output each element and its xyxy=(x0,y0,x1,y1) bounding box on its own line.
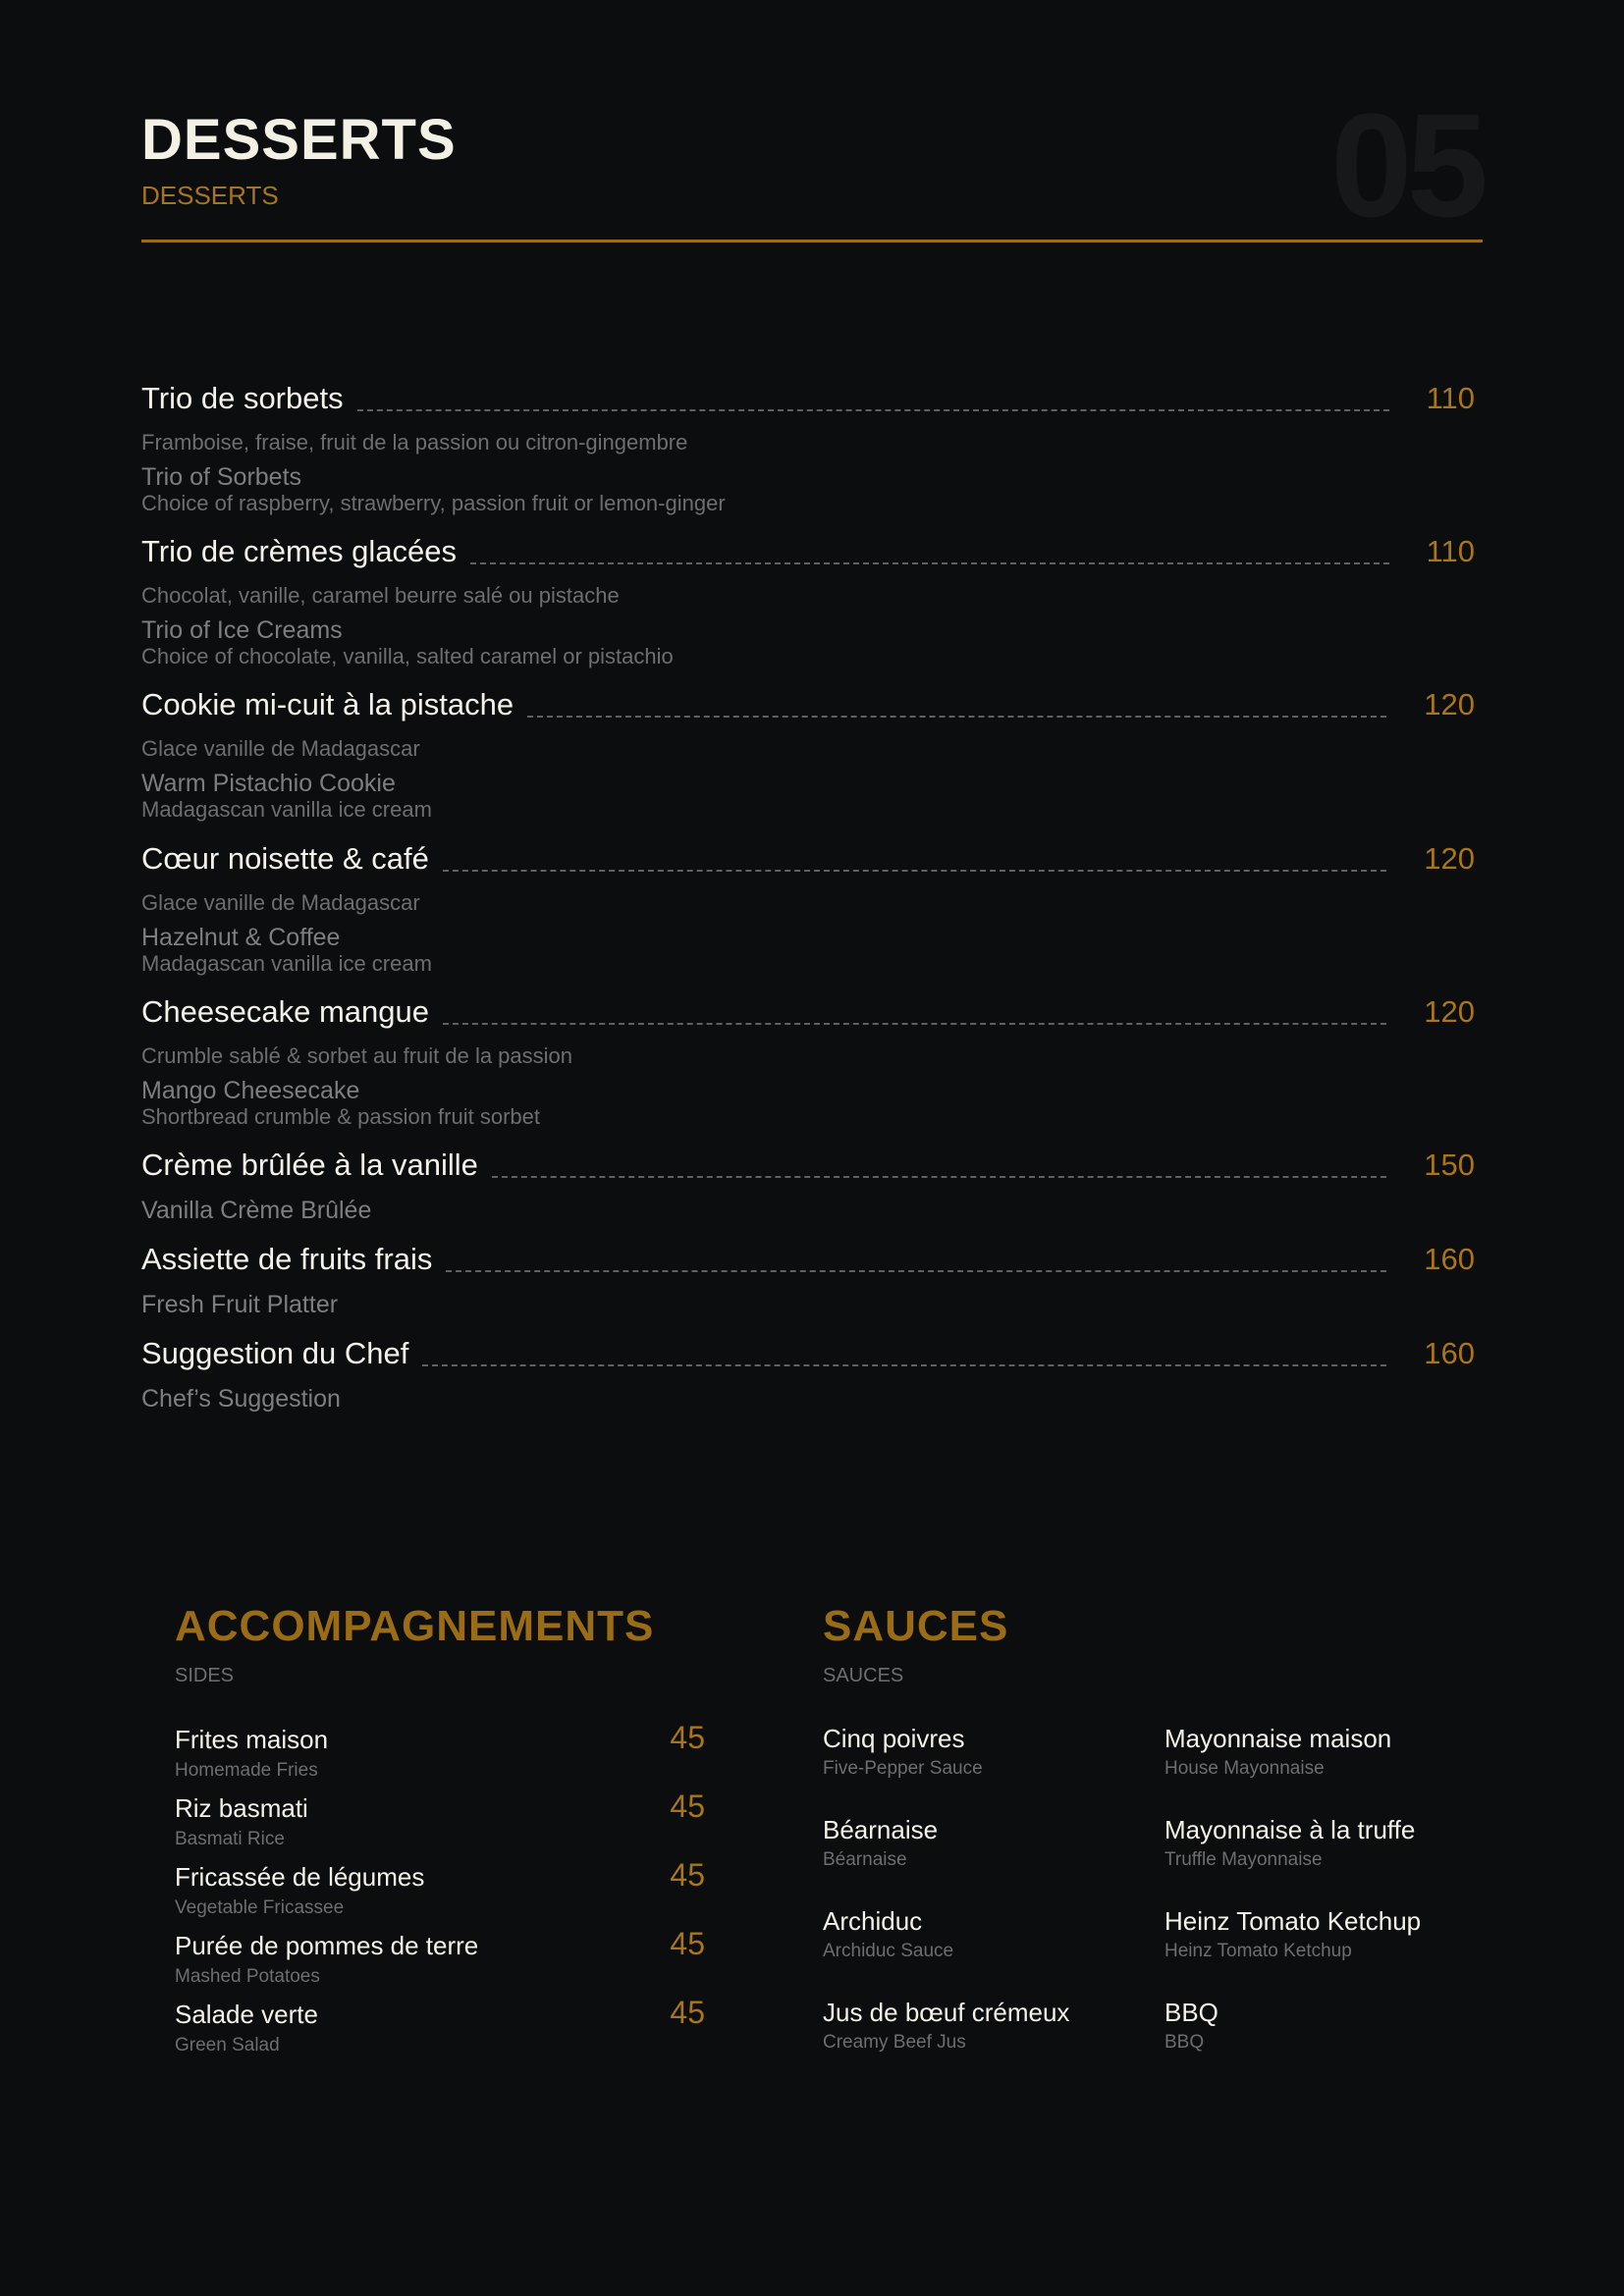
menu-item xyxy=(141,1148,1475,1224)
item-description-english: Shortbread crumble & passion fruit sorbet xyxy=(141,1104,540,1129)
item-name: Cookie mi-cuit à la pistache xyxy=(141,687,514,721)
page-title: DESSERTS xyxy=(141,108,457,172)
dotted-leader xyxy=(422,1364,1386,1366)
sauces-subtitle: SAUCES xyxy=(823,1665,904,1686)
sauce-name: Mayonnaise maison xyxy=(1164,1724,1392,1753)
side-item xyxy=(175,1926,705,1988)
side-name-english: Homemade Fries xyxy=(175,1760,318,1781)
item-name: Cheesecake mangue xyxy=(141,994,429,1029)
item-name: Trio de crèmes glacées xyxy=(141,534,458,568)
item-description: Crumble sablé & sorbet au fruit de la passion xyxy=(141,1043,573,1068)
side-name-english: Vegetable Fricassee xyxy=(175,1897,345,1918)
sauce-item xyxy=(823,1815,1147,1871)
item-description: Framboise, fraise, fruit de la passion ou citron-gingembre xyxy=(141,430,688,454)
item-name: Crème brûlée à la vanille xyxy=(141,1148,478,1182)
item-price: 160 xyxy=(1424,1242,1475,1276)
dotted-leader xyxy=(443,870,1386,872)
side-item xyxy=(175,1789,705,1850)
item-description: Chocolat, vanille, caramel beurre salé ou pistache xyxy=(141,583,620,608)
item-name-english: Trio of Ice Creams xyxy=(141,616,343,644)
sauce-name: Mayonnaise à la truffe xyxy=(1164,1815,1416,1844)
side-name: Fricassée de légumes xyxy=(175,1862,425,1892)
item-name: Assiette de fruits frais xyxy=(141,1242,433,1276)
sauce-name-english: Archiduc Sauce xyxy=(823,1941,954,1961)
item-name: Cœur noisette & café xyxy=(141,841,429,876)
sauce-item xyxy=(1164,1906,1489,1962)
side-price: 45 xyxy=(670,1857,705,1893)
menu-item xyxy=(141,994,1475,1130)
sauces-title: SAUCES xyxy=(823,1602,1009,1650)
sauce-name-english: House Mayonnaise xyxy=(1164,1758,1325,1779)
sauce-item xyxy=(1164,1815,1489,1871)
item-description: Glace vanille de Madagascar xyxy=(141,890,420,915)
sauce-name-english: Truffle Mayonnaise xyxy=(1164,1849,1323,1870)
item-description-english: Choice of raspberry, strawberry, passion fruit or lemon-ginger xyxy=(141,491,726,515)
side-name: Riz basmati xyxy=(175,1793,308,1823)
side-item xyxy=(175,1995,705,2056)
menu-item xyxy=(141,1242,1475,1318)
item-description-english: Madagascan vanilla ice cream xyxy=(141,797,432,822)
sauce-name: Archiduc xyxy=(823,1906,923,1936)
menu-item xyxy=(141,381,1475,516)
menu-item xyxy=(141,534,1475,669)
sauce-name-english: Béarnaise xyxy=(823,1849,907,1870)
sauce-name: Heinz Tomato Ketchup xyxy=(1164,1906,1422,1936)
item-description: Glace vanille de Madagascar xyxy=(141,736,420,761)
page-number: 05 xyxy=(1330,82,1483,247)
item-name-english: Chef’s Suggestion xyxy=(141,1385,341,1413)
dotted-leader xyxy=(470,562,1389,564)
sauce-name-english: Heinz Tomato Ketchup xyxy=(1164,1941,1352,1961)
sauce-name-english: Creamy Beef Jus xyxy=(823,2032,966,2053)
sides-title: ACCOMPAGNEMENTS xyxy=(175,1602,655,1650)
sauce-name-english: Five-Pepper Sauce xyxy=(823,1758,983,1779)
item-name-english: Vanilla Crème Brûlée xyxy=(141,1197,372,1224)
item-name-english: Mango Cheesecake xyxy=(141,1077,360,1104)
dotted-leader xyxy=(446,1270,1386,1272)
dotted-leader xyxy=(527,716,1386,718)
sauce-name: Cinq poivres xyxy=(823,1724,965,1753)
side-price: 45 xyxy=(670,1995,705,2030)
menu-item xyxy=(141,841,1475,977)
side-item xyxy=(175,1857,705,1919)
item-price: 150 xyxy=(1424,1148,1475,1182)
side-item xyxy=(175,1720,705,1782)
item-price: 120 xyxy=(1424,994,1475,1029)
item-price: 120 xyxy=(1424,841,1475,876)
dotted-leader xyxy=(357,409,1389,411)
menu-item xyxy=(141,1336,1475,1413)
side-price: 45 xyxy=(670,1720,705,1755)
item-name: Suggestion du Chef xyxy=(141,1336,409,1370)
item-price: 110 xyxy=(1426,534,1475,568)
dotted-leader xyxy=(492,1176,1386,1178)
sauce-item xyxy=(823,1906,1147,1962)
side-name: Purée de pommes de terre xyxy=(175,1931,479,1960)
side-name-english: Mashed Potatoes xyxy=(175,1966,320,1987)
sauce-item xyxy=(823,1998,1147,2054)
side-price: 45 xyxy=(670,1789,705,1824)
item-name-english: Warm Pistachio Cookie xyxy=(141,770,396,797)
item-price: 110 xyxy=(1426,381,1475,415)
page-subtitle: DESSERTS xyxy=(141,181,279,210)
item-price: 160 xyxy=(1424,1336,1475,1370)
menu-item xyxy=(141,687,1475,823)
item-description-english: Choice of chocolate, vanilla, salted caramel or pistachio xyxy=(141,644,674,668)
sauce-name-english: BBQ xyxy=(1164,2032,1205,2053)
sauce-name: BBQ xyxy=(1164,1998,1218,2027)
sauce-name: Jus de bœuf crémeux xyxy=(823,1998,1070,2027)
side-name-english: Green Salad xyxy=(175,2035,280,2056)
sauce-item xyxy=(823,1724,1147,1780)
side-name: Frites maison xyxy=(175,1725,329,1754)
page-header xyxy=(141,82,1483,247)
side-price: 45 xyxy=(670,1926,705,1961)
side-name: Salade verte xyxy=(175,2000,318,2029)
side-name-english: Basmati Rice xyxy=(175,1829,285,1849)
item-description-english: Madagascan vanilla ice cream xyxy=(141,951,432,976)
sauce-item xyxy=(1164,1998,1489,2054)
item-price: 120 xyxy=(1424,687,1475,721)
dotted-leader xyxy=(443,1023,1386,1025)
sauce-item xyxy=(1164,1724,1489,1780)
sides-subtitle: SIDES xyxy=(175,1665,235,1686)
item-name-english: Trio of Sorbets xyxy=(141,463,302,491)
item-name: Trio de sorbets xyxy=(141,381,344,415)
sauce-name: Béarnaise xyxy=(823,1815,939,1844)
item-name-english: Fresh Fruit Platter xyxy=(141,1291,339,1318)
item-name-english: Hazelnut & Coffee xyxy=(141,924,341,951)
